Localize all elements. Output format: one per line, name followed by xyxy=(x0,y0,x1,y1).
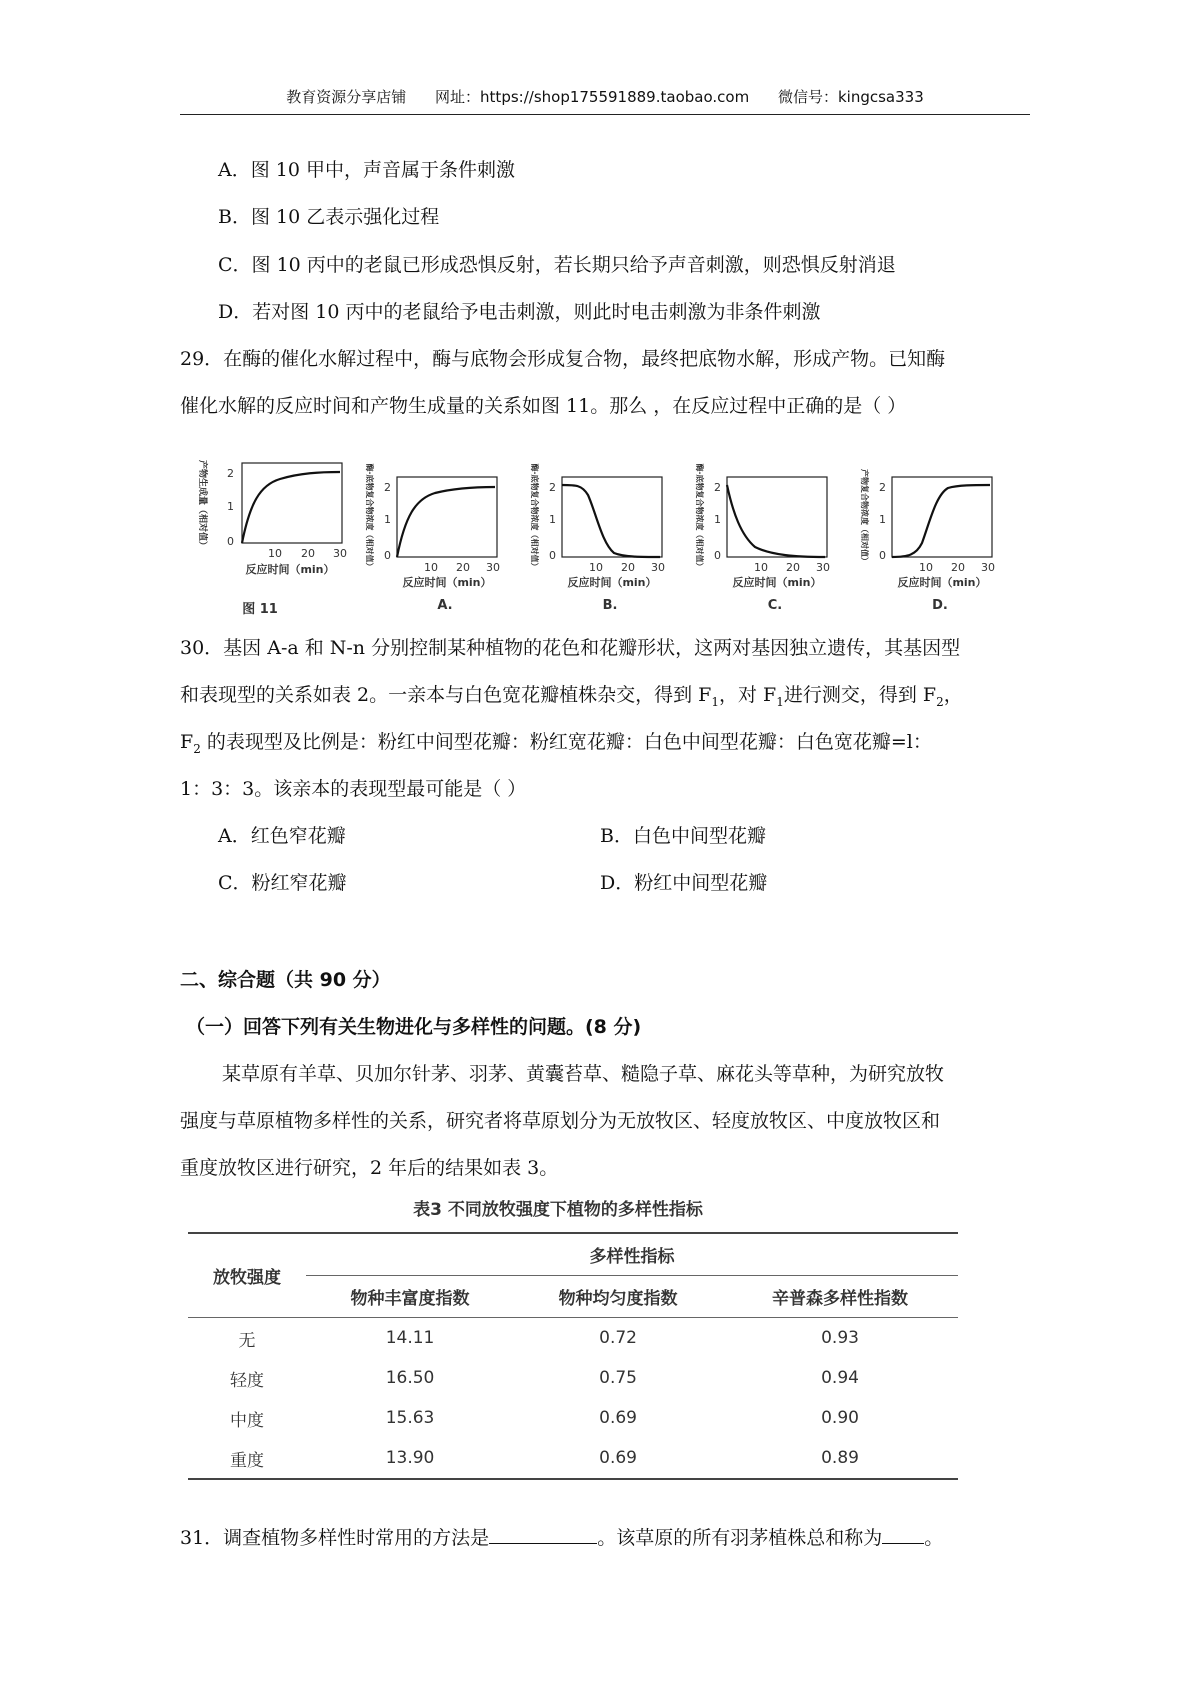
q30-option-c: C．粉红窄花瓣 xyxy=(218,872,347,894)
q30-option-a: A．红色窄花瓣 xyxy=(218,825,346,847)
graph-b-ylabel: 酶·底物复合物浓度（相对值） xyxy=(530,463,539,571)
cell-evenness: 0.72 xyxy=(599,1328,637,1348)
section-2-title: 二、综合题（共 90 分） xyxy=(180,969,391,991)
q31-blank-2[interactable] xyxy=(882,1523,924,1544)
svg-text:2: 2 xyxy=(879,481,886,494)
row-label: 重度 xyxy=(230,1450,264,1471)
figure-11-ylabel: 产物生成量（相对值） xyxy=(197,459,207,551)
section-2-para-3: 重度放牧区进行研究，2 年后的结果如表 3。 xyxy=(180,1157,559,1179)
graph-a-caption: A. xyxy=(437,598,453,613)
row-label: 轻度 xyxy=(230,1370,264,1391)
table-row xyxy=(188,1398,958,1438)
table-3-col-2: 物种均匀度指数 xyxy=(558,1289,678,1309)
svg-text:0: 0 xyxy=(879,549,886,562)
table-3-grid xyxy=(188,1232,958,1480)
table-3-title: 表3 不同放牧强度下植物的多样性指标 xyxy=(413,1200,703,1220)
graph-d-xlabel: 反应时间（min） xyxy=(897,576,987,589)
graph-c-xlabel: 反应时间（min） xyxy=(732,576,822,589)
svg-text:0: 0 xyxy=(714,549,721,562)
svg-text:20: 20 xyxy=(951,561,965,574)
figure-11-graph xyxy=(180,455,350,595)
svg-text:30: 30 xyxy=(981,561,995,574)
svg-text:2: 2 xyxy=(227,467,234,480)
graph-b-caption: B. xyxy=(602,598,618,613)
q30-line-3-part-b: 的表现型及比例是：粉红中间型花瓣：粉红宽花瓣：白色中间型花瓣：白色宽花瓣=l： xyxy=(200,731,932,753)
svg-text:30: 30 xyxy=(333,547,347,560)
graph-option-c xyxy=(675,455,835,625)
graph-d-ylabel: 产物复合物浓度（相对值） xyxy=(860,469,869,565)
q30-sub-1b: 1 xyxy=(776,694,784,709)
svg-text:1: 1 xyxy=(549,513,556,526)
svg-text:2: 2 xyxy=(549,481,556,494)
graph-c xyxy=(675,455,845,595)
q31-part-1: 31．调查植物多样性时常用的方法是 xyxy=(180,1527,490,1549)
graph-option-b xyxy=(510,455,670,625)
cell-simpson: 0.94 xyxy=(821,1368,859,1388)
header-url: 网址：https://shop175591889.taobao.com xyxy=(435,88,750,106)
cell-evenness: 0.75 xyxy=(599,1368,637,1388)
row-label: 中度 xyxy=(230,1410,264,1431)
table-row xyxy=(188,1318,958,1359)
header-wechat: 微信号：kingcsa333 xyxy=(777,88,924,106)
section-2-para-2: 强度与草原植物多样性的关系，研究者将草原划分为无放牧区、轻度放牧区、中度放牧区和 xyxy=(180,1110,941,1132)
graph-b-xlabel: 反应时间（min） xyxy=(567,576,657,589)
q30-option-d: D．粉红中间型花瓣 xyxy=(600,872,768,894)
figure-11-row xyxy=(180,455,1010,625)
q31-part-2: 。该草原的所有羽茅植株总和称为 xyxy=(597,1527,883,1549)
cell-richness: 13.90 xyxy=(385,1448,435,1468)
svg-text:20: 20 xyxy=(786,561,800,574)
q30-line-4: 1：3：3。该亲本的表现型最可能是（ ） xyxy=(180,778,527,800)
cell-simpson: 0.89 xyxy=(821,1448,859,1468)
q30-line-3 xyxy=(180,729,932,762)
q30-sub-1: 1 xyxy=(711,694,719,709)
svg-text:1: 1 xyxy=(879,513,886,526)
q29-line-2: 催化水解的反应时间和产物生成量的关系如图 11。那么 ，在反应过程中正确的是（ ） xyxy=(180,395,907,417)
graph-a-xlabel: 反应时间（min） xyxy=(402,576,492,589)
cell-simpson: 0.93 xyxy=(821,1328,859,1348)
table-3 xyxy=(188,1195,958,1480)
q30-option-b: B．白色中间型花瓣 xyxy=(600,825,766,847)
svg-text:20: 20 xyxy=(456,561,470,574)
svg-text:20: 20 xyxy=(621,561,635,574)
q30-line-2-part-d: ， xyxy=(943,684,963,706)
section-2-subtitle: （一）回答下列有关生物进化与多样性的问题。(8 分) xyxy=(186,1016,642,1038)
q28-option-a: A．图 10 甲中，声音属于条件刺激 xyxy=(218,159,515,181)
graph-a xyxy=(345,455,515,595)
table-3-row-header: 放牧强度 xyxy=(213,1268,281,1288)
q31-line xyxy=(180,1523,943,1551)
q30-line-2-part-c: 进行测交，得到 F xyxy=(783,684,937,706)
q30-line-2-part-b: ，对 F xyxy=(719,684,777,706)
table-row xyxy=(188,1438,958,1479)
svg-text:0: 0 xyxy=(549,549,556,562)
graph-d xyxy=(840,455,1010,595)
svg-text:10: 10 xyxy=(589,561,603,574)
svg-text:10: 10 xyxy=(268,547,282,560)
q30-line-3-part-a: F xyxy=(180,731,194,753)
cell-simpson: 0.90 xyxy=(821,1408,859,1428)
graph-d-caption: D. xyxy=(932,598,948,613)
graph-c-caption: C. xyxy=(767,598,783,613)
section-2-para-1: 某草原有羊草、贝加尔针茅、羽茅、黄囊苔草、糙隐子草、麻花头等草种，为研究放牧 xyxy=(222,1063,945,1085)
q30-line-1: 30．基因 A-a 和 N-n 分别控制某种植物的花色和花瓣形状，这两对基因独立遗传，其基因型 xyxy=(180,637,961,659)
figure-11-caption: 图 11 xyxy=(242,602,278,617)
svg-text:30: 30 xyxy=(486,561,500,574)
page-header xyxy=(180,86,1030,115)
q28-option-d: D．若对图 10 丙中的老鼠给予电击刺激，则此时电击刺激为非条件刺激 xyxy=(218,301,821,323)
svg-text:0: 0 xyxy=(227,535,234,548)
svg-text:30: 30 xyxy=(816,561,830,574)
graph-c-ylabel: 酶·底物复合物浓度（相对值） xyxy=(695,463,704,571)
cell-richness: 16.50 xyxy=(385,1368,435,1388)
table-row xyxy=(188,1358,958,1398)
svg-text:2: 2 xyxy=(384,481,391,494)
row-label: 无 xyxy=(238,1330,256,1351)
graph-option-d xyxy=(840,455,1000,625)
table-3-col-3: 辛普森多样性指数 xyxy=(772,1289,909,1309)
figure-11-xlabel: 反应时间（min） xyxy=(245,563,335,576)
q28-option-c: C．图 10 丙中的老鼠已形成恐惧反射，若长期只给予声音刺激，则恐惧反射消退 xyxy=(218,254,896,276)
svg-text:10: 10 xyxy=(919,561,933,574)
graph-a-ylabel: 酶·底物复合物浓度（相对值） xyxy=(365,463,374,571)
q29-line-1: 29．在酶的催化水解过程中，酶与底物会形成复合物，最终把底物水解，形成产物。已知酶 xyxy=(180,348,946,370)
cell-evenness: 0.69 xyxy=(599,1408,637,1428)
q30-sub-2b: 2 xyxy=(193,741,201,756)
svg-text:30: 30 xyxy=(651,561,665,574)
graph-b xyxy=(510,455,680,595)
svg-text:0: 0 xyxy=(384,549,391,562)
table-3-col-1: 物种丰富度指数 xyxy=(350,1289,470,1309)
q30-line-2-part-a: 和表现型的关系如表 2。一亲本与白色宽花瓣植株杂交，得到 F xyxy=(180,684,712,706)
q28-option-b: B．图 10 乙表示强化过程 xyxy=(218,206,440,228)
svg-text:20: 20 xyxy=(301,547,315,560)
graph-option-a xyxy=(345,455,505,625)
table-3-group-header: 多样性指标 xyxy=(306,1233,958,1276)
svg-text:1: 1 xyxy=(384,513,391,526)
cell-richness: 14.11 xyxy=(385,1328,435,1348)
svg-text:10: 10 xyxy=(754,561,768,574)
figure-11 xyxy=(180,455,347,625)
svg-text:2: 2 xyxy=(714,481,721,494)
svg-text:1: 1 xyxy=(714,513,721,526)
svg-text:10: 10 xyxy=(424,561,438,574)
q30-sub-2: 2 xyxy=(936,694,944,709)
q31-blank-1[interactable] xyxy=(489,1523,597,1544)
cell-richness: 15.63 xyxy=(385,1408,435,1428)
svg-text:1: 1 xyxy=(227,500,234,513)
q31-part-3: 。 xyxy=(924,1527,944,1549)
q30-line-2 xyxy=(180,682,963,715)
cell-evenness: 0.69 xyxy=(599,1448,637,1468)
header-shop: 教育资源分享店铺 xyxy=(286,88,407,106)
